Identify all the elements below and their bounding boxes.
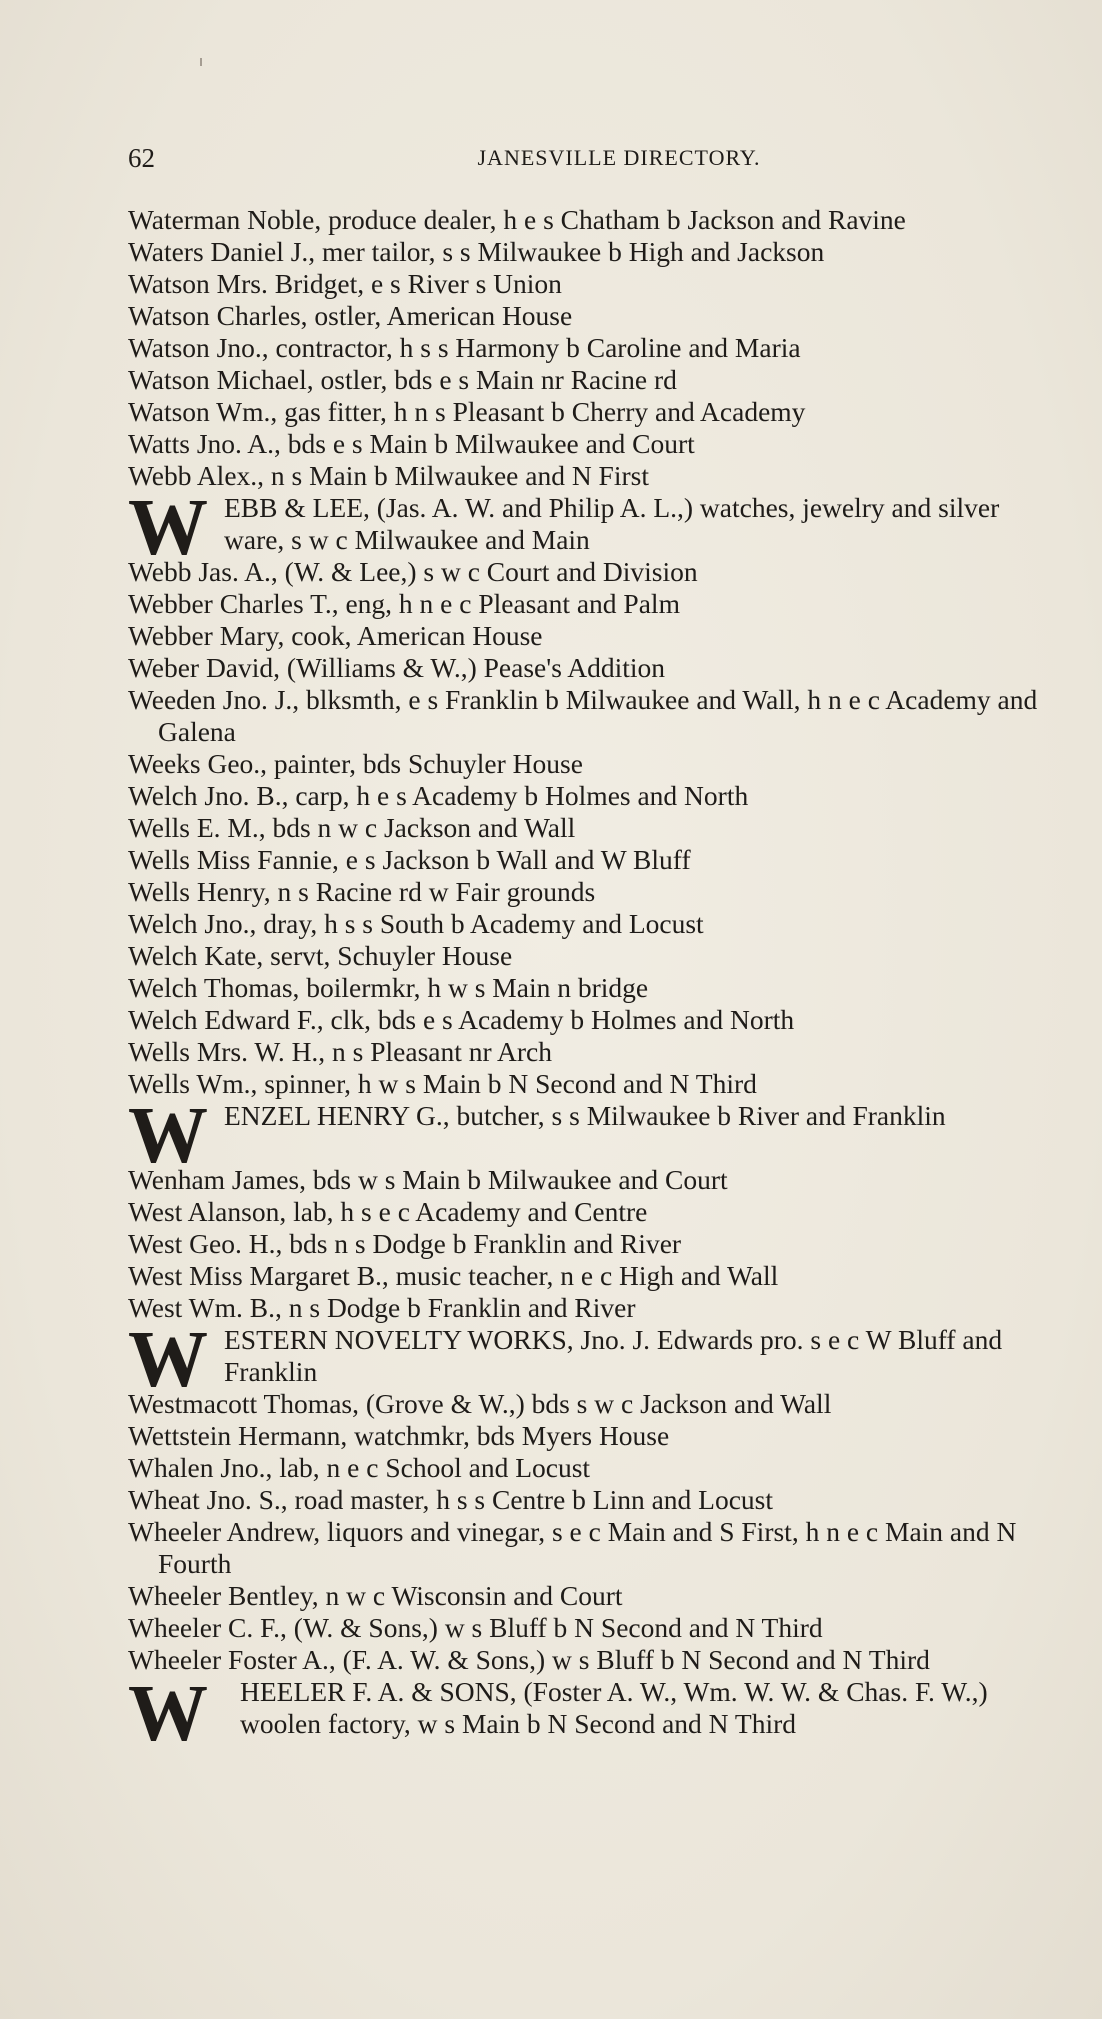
directory-entry: Welch Thomas, boilermkr, h w s Main n bridge [128,972,649,1003]
directory-entry: West Alanson, lab, h s e c Academy and Centre [128,1196,648,1227]
directory-entry: Wells E. M., bds n w c Jackson and Wall [128,812,576,843]
directory-entry: Wheat Jno. S., road master, h s s Centre b Linn and Locust [128,1484,774,1515]
page-header [128,143,1040,177]
directory-entry: Wheeler Andrew, liquors and vinegar, s e c Main and S First, h n e c Main and N Fourth [128,1516,1017,1579]
directory-entry: Waters Daniel J., mer tailor, s s Milwaukee b High and Jackson [128,236,825,267]
directory-entry: Welch Edward F., clk, bds e s Academy b Holmes and North [128,1004,795,1035]
directory-entry: Wenham James, bds w s Main b Milwaukee and Court [128,1164,728,1195]
directory-entry: Welch Jno. B., carp, h e s Academy b Holmes and North [128,780,749,811]
directory-entry: West Wm. B., n s Dodge b Franklin and River [128,1292,636,1323]
directory-entry: Watson Jno., contractor, h s s Harmony b Caroline and Maria [128,332,801,363]
drop-cap-letter: W [128,1670,206,1758]
entry-text: ESTERN NOVELTY WORKS, Jno. J. Edwards pro. s e c W Bluff and Franklin [224,1324,1003,1387]
running-head: JANESVILLE DIRECTORY. [477,145,761,170]
directory-entry: Webb Jas. A., (W. & Lee,) s w c Court and Division [128,556,698,587]
page-number: 62 [128,143,155,173]
directory-entry: Wheeler Foster A., (F. A. W. & Sons,) w s Bluff b N Second and N Third [128,1644,930,1675]
directory-entry: Webber Charles T., eng, h n e c Pleasant and Palm [128,588,680,619]
directory-entry: Wells Wm., spinner, h w s Main b N Second and N Third [128,1068,757,1099]
directory-entry: Watson Michael, ostler, bds e s Main nr Racine rd [128,364,677,395]
directory-entry: Wells Henry, n s Racine rd w Fair grounds [128,876,596,907]
directory-entry: Weeden Jno. J., blksmth, e s Franklin b Milwaukee and Wall, h n e c Academy and Galena [128,684,1038,747]
entry-text: EBB & LEE, (Jas. A. W. and Philip A. L.,) watches, jewelry and silver ware, s w c Milwaukee and Main [224,492,1000,555]
directory-entry: Webb Alex., n s Main b Milwaukee and N First [128,460,649,491]
directory-entry: Weber David, (Williams & W.,) Pease's Addition [128,652,666,683]
directory-entry: Wheeler C. F., (W. & Sons,) w s Bluff b N Second and N Third [128,1612,823,1643]
directory-entry: Watts Jno. A., bds e s Main b Milwaukee and Court [128,428,695,459]
business-listing-entry [128,1670,1040,1772]
directory-entry: West Miss Margaret B., music teacher, n e c High and Wall [128,1260,779,1291]
directory-entry: Wells Miss Fannie, e s Jackson b Wall and W Bluff [128,844,691,875]
directory-entry: Wettstein Hermann, watchmkr, bds Myers House [128,1420,670,1451]
directory-entry: Watson Wm., gas fitter, h n s Pleasant b Cherry and Academy [128,396,806,427]
directory-entry: Watson Mrs. Bridget, e s River s Union [128,268,562,299]
directory-entry: Wheeler Bentley, n w c Wisconsin and Court [128,1580,623,1611]
directory-entry: Weeks Geo., painter, bds Schuyler House [128,748,583,779]
entry-text: ENZEL HENRY G., butcher, s s Milwaukee b River and Franklin [224,1100,946,1131]
ink-speck [200,58,202,66]
entry-text: HEELER F. A. & SONS, (Foster A. W., Wm. W. W. & Chas. F. W.,) woolen factory, w s Main b N Second and N Third [240,1676,988,1739]
directory-entry: Whalen Jno., lab, n e c School and Locust [128,1452,591,1483]
directory-entries [128,204,1040,1772]
drop-cap-letter: W [128,1316,206,1404]
directory-entry: Watson Charles, ostler, American House [128,300,573,331]
drop-cap-letter: W [128,1092,206,1180]
directory-entry: Welch Kate, servt, Schuyler House [128,940,513,971]
directory-entry: West Geo. H., bds n s Dodge b Franklin and River [128,1228,682,1259]
drop-cap-letter: W [128,484,206,572]
directory-entry: Wells Mrs. W. H., n s Pleasant nr Arch [128,1036,553,1067]
directory-entry: Welch Jno., dray, h s s South b Academy and Locust [128,908,704,939]
directory-entry: Waterman Noble, produce dealer, h e s Chatham b Jackson and Ravine [128,204,906,235]
directory-entry: Westmacott Thomas, (Grove & W.,) bds s w c Jackson and Wall [128,1388,832,1419]
directory-entry: Webber Mary, cook, American House [128,620,543,651]
